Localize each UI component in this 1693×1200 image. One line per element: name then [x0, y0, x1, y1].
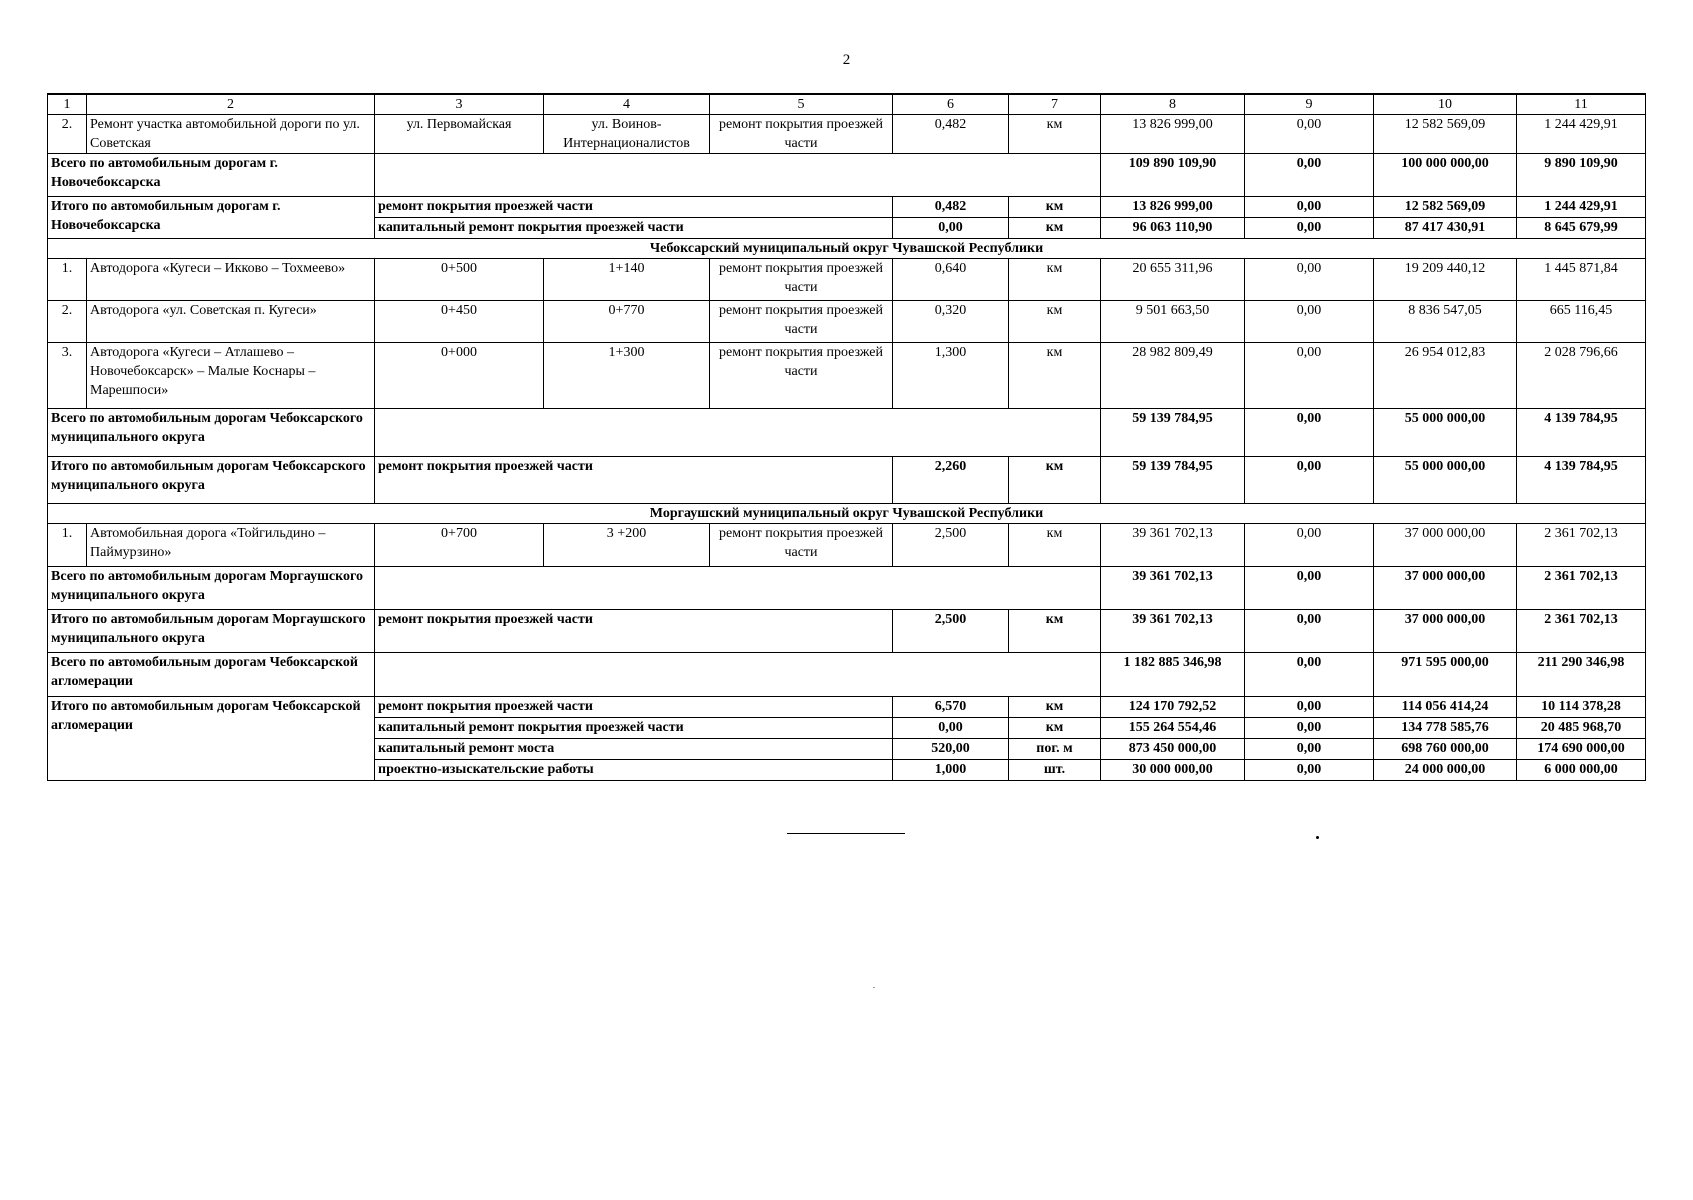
row-number: 1. — [48, 524, 87, 567]
col-header: 2 — [87, 94, 375, 115]
total-cost: 873 450 000,00 — [1101, 739, 1245, 760]
unit: км — [1009, 259, 1101, 301]
col10-value: 87 417 430,91 — [1374, 218, 1517, 239]
col10-value: 100 000 000,00 — [1374, 154, 1517, 197]
col9-value: 0,00 — [1245, 457, 1374, 504]
col10-value: 37 000 000,00 — [1374, 610, 1517, 653]
length: 0,482 — [893, 197, 1009, 218]
length: 2,500 — [893, 524, 1009, 567]
work-type: ремонт покрытия проезжей части — [710, 524, 893, 567]
col11-value: 2 028 796,66 — [1517, 343, 1646, 409]
col10-value: 12 582 569,09 — [1374, 197, 1517, 218]
length: 0,00 — [893, 218, 1009, 239]
total-row — [48, 567, 1646, 610]
col9-value: 0,00 — [1245, 154, 1374, 197]
road-name: Автомобильная дорога «Тойгильдино – Паймурзино» — [87, 524, 375, 567]
itogo-label: Итого по автомобильным дорогам Чебоксарской агломерации — [48, 697, 375, 781]
col11-value: 6 000 000,00 — [1517, 760, 1646, 781]
itogo-label: Итого по автомобильным дорогам Чебоксарского муниципального округа — [48, 457, 375, 504]
col10-value: 8 836 547,05 — [1374, 301, 1517, 343]
col11-value: 9 890 109,90 — [1517, 154, 1646, 197]
end-point: 3 +200 — [544, 524, 710, 567]
work-type: ремонт покрытия проезжей части — [375, 610, 893, 653]
col11-value: 1 445 871,84 — [1517, 259, 1646, 301]
col9-value: 0,00 — [1245, 653, 1374, 697]
col10-value: 971 595 000,00 — [1374, 653, 1517, 697]
col11-value: 1 244 429,91 — [1517, 197, 1646, 218]
col-header: 11 — [1517, 94, 1646, 115]
total-label: Всего по автомобильным дорогам Чебоксарской агломерации — [48, 653, 375, 697]
end-point: 0+770 — [544, 301, 710, 343]
col11-value: 2 361 702,13 — [1517, 610, 1646, 653]
start-point: 0+500 — [375, 259, 544, 301]
unit: км — [1009, 610, 1101, 653]
col10-value: 24 000 000,00 — [1374, 760, 1517, 781]
row-number: 2. — [48, 301, 87, 343]
row-number: 3. — [48, 343, 87, 409]
work-type: капитальный ремонт покрытия проезжей части — [375, 218, 893, 239]
road-name: Автодорога «Кугеси – Икково – Тохмеево» — [87, 259, 375, 301]
col-header: 3 — [375, 94, 544, 115]
table-row — [48, 524, 1646, 567]
road-repair-table — [47, 93, 1646, 781]
total-row — [48, 409, 1646, 457]
unit: км — [1009, 218, 1101, 239]
length: 1,300 — [893, 343, 1009, 409]
unit: км — [1009, 301, 1101, 343]
col9-value: 0,00 — [1245, 524, 1374, 567]
itogo-label: Итого по автомобильным дорогам Моргаушского муниципального округа — [48, 610, 375, 653]
col10-value: 12 582 569,09 — [1374, 115, 1517, 154]
length: 0,00 — [893, 718, 1009, 739]
row-number: 1. — [48, 259, 87, 301]
road-name: Автодорога «Кугеси – Атлашево – Новочебоксарск» – Малые Коснары – Марешпоси» — [87, 343, 375, 409]
col11-value: 4 139 784,95 — [1517, 409, 1646, 457]
total-cost: 96 063 110,90 — [1101, 218, 1245, 239]
total-row — [48, 653, 1646, 697]
total-cost: 39 361 702,13 — [1101, 610, 1245, 653]
total-cost: 1 182 885 346,98 — [1101, 653, 1245, 697]
work-type: ремонт покрытия проезжей части — [375, 697, 893, 718]
col11-value: 1 244 429,91 — [1517, 115, 1646, 154]
end-point: ул. Воинов-Интернационалистов — [544, 115, 710, 154]
start-point: 0+450 — [375, 301, 544, 343]
col10-value: 55 000 000,00 — [1374, 409, 1517, 457]
end-point: 1+300 — [544, 343, 710, 409]
col9-value: 0,00 — [1245, 567, 1374, 610]
total-cost: 109 890 109,90 — [1101, 154, 1245, 197]
total-label: Всего по автомобильным дорогам г. Новочебоксарска — [48, 154, 375, 197]
unit: км — [1009, 343, 1101, 409]
work-type: капитальный ремонт моста — [375, 739, 893, 760]
table-row — [48, 259, 1646, 301]
scan-speck — [1316, 836, 1319, 839]
start-point: ул. Первомайская — [375, 115, 544, 154]
total-cost: 30 000 000,00 — [1101, 760, 1245, 781]
unit: км — [1009, 524, 1101, 567]
total-row — [48, 154, 1646, 197]
col10-value: 698 760 000,00 — [1374, 739, 1517, 760]
unit: км — [1009, 197, 1101, 218]
itogo-label: Итого по автомобильным дорогам г. Новочебоксарска — [48, 197, 375, 239]
length: 1,000 — [893, 760, 1009, 781]
table-row — [48, 115, 1646, 154]
length: 2,500 — [893, 610, 1009, 653]
col9-value: 0,00 — [1245, 739, 1374, 760]
table-row — [48, 343, 1646, 409]
total-cost: 13 826 999,00 — [1101, 115, 1245, 154]
unit: км — [1009, 115, 1101, 154]
col11-value: 174 690 000,00 — [1517, 739, 1646, 760]
table-row — [48, 301, 1646, 343]
col9-value: 0,00 — [1245, 409, 1374, 457]
empty-cell — [375, 409, 1101, 457]
col-header: 7 — [1009, 94, 1101, 115]
total-cost: 39 361 702,13 — [1101, 524, 1245, 567]
total-cost: 39 361 702,13 — [1101, 567, 1245, 610]
end-of-document-line — [787, 833, 905, 834]
col11-value: 2 361 702,13 — [1517, 567, 1646, 610]
unit: пог. м — [1009, 739, 1101, 760]
total-cost: 9 501 663,50 — [1101, 301, 1245, 343]
length: 0,320 — [893, 301, 1009, 343]
work-type: ремонт покрытия проезжей части — [375, 457, 893, 504]
start-point: 0+000 — [375, 343, 544, 409]
col9-value: 0,00 — [1245, 259, 1374, 301]
col10-value: 37 000 000,00 — [1374, 524, 1517, 567]
work-type: проектно-изыскательские работы — [375, 760, 893, 781]
scan-speck — [873, 987, 875, 988]
col9-value: 0,00 — [1245, 197, 1374, 218]
length: 6,570 — [893, 697, 1009, 718]
col9-value: 0,00 — [1245, 718, 1374, 739]
col10-value: 134 778 585,76 — [1374, 718, 1517, 739]
col11-value: 665 116,45 — [1517, 301, 1646, 343]
road-name: Автодорога «ул. Советская п. Кугеси» — [87, 301, 375, 343]
col9-value: 0,00 — [1245, 610, 1374, 653]
work-type: ремонт покрытия проезжей части — [710, 259, 893, 301]
total-cost: 20 655 311,96 — [1101, 259, 1245, 301]
start-point: 0+700 — [375, 524, 544, 567]
total-cost: 59 139 784,95 — [1101, 409, 1245, 457]
col-header: 9 — [1245, 94, 1374, 115]
col-header: 8 — [1101, 94, 1245, 115]
total-label: Всего по автомобильным дорогам Моргаушского муниципального округа — [48, 567, 375, 610]
length: 520,00 — [893, 739, 1009, 760]
col9-value: 0,00 — [1245, 115, 1374, 154]
page-number: 2 — [842, 52, 851, 68]
work-type: ремонт покрытия проезжей части — [710, 301, 893, 343]
col10-value: 37 000 000,00 — [1374, 567, 1517, 610]
col10-value: 26 954 012,83 — [1374, 343, 1517, 409]
column-number-row — [48, 94, 1646, 115]
total-label: Всего по автомобильным дорогам Чебоксарского муниципального округа — [48, 409, 375, 457]
col-header: 6 — [893, 94, 1009, 115]
road-name: Ремонт участка автомобильной дороги по ул. Советская — [87, 115, 375, 154]
col9-value: 0,00 — [1245, 343, 1374, 409]
col10-value: 19 209 440,12 — [1374, 259, 1517, 301]
col11-value: 20 485 968,70 — [1517, 718, 1646, 739]
col-header: 10 — [1374, 94, 1517, 115]
empty-cell — [375, 653, 1101, 697]
col-header: 1 — [48, 94, 87, 115]
unit: км — [1009, 718, 1101, 739]
col11-value: 211 290 346,98 — [1517, 653, 1646, 697]
total-cost: 13 826 999,00 — [1101, 197, 1245, 218]
col11-value: 10 114 378,28 — [1517, 697, 1646, 718]
col9-value: 0,00 — [1245, 301, 1374, 343]
work-type: капитальный ремонт покрытия проезжей части — [375, 718, 893, 739]
length: 2,260 — [893, 457, 1009, 504]
total-cost: 59 139 784,95 — [1101, 457, 1245, 504]
itogo-row — [48, 197, 1646, 218]
itogo-row — [48, 697, 1646, 718]
itogo-row — [48, 457, 1646, 504]
total-cost: 124 170 792,52 — [1101, 697, 1245, 718]
length: 0,640 — [893, 259, 1009, 301]
section-header-row — [48, 504, 1646, 524]
col-header: 5 — [710, 94, 893, 115]
col9-value: 0,00 — [1245, 760, 1374, 781]
total-cost: 28 982 809,49 — [1101, 343, 1245, 409]
work-type: ремонт покрытия проезжей части — [375, 197, 893, 218]
col11-value: 4 139 784,95 — [1517, 457, 1646, 504]
empty-cell — [375, 154, 1101, 197]
col9-value: 0,00 — [1245, 697, 1374, 718]
empty-cell — [375, 567, 1101, 610]
itogo-row — [48, 610, 1646, 653]
length: 0,482 — [893, 115, 1009, 154]
col11-value: 8 645 679,99 — [1517, 218, 1646, 239]
unit: км — [1009, 457, 1101, 504]
col-header: 4 — [544, 94, 710, 115]
col9-value: 0,00 — [1245, 218, 1374, 239]
section-title: Моргаушский муниципальный округ Чувашской Республики — [48, 504, 1646, 524]
section-title: Чебоксарский муниципальный округ Чувашской Республики — [48, 239, 1646, 259]
total-cost: 155 264 554,46 — [1101, 718, 1245, 739]
section-header-row — [48, 239, 1646, 259]
work-type: ремонт покрытия проезжей части — [710, 115, 893, 154]
work-type: ремонт покрытия проезжей части — [710, 343, 893, 409]
end-point: 1+140 — [544, 259, 710, 301]
col10-value: 114 056 414,24 — [1374, 697, 1517, 718]
unit: шт. — [1009, 760, 1101, 781]
col11-value: 2 361 702,13 — [1517, 524, 1646, 567]
row-number: 2. — [48, 115, 87, 154]
unit: км — [1009, 697, 1101, 718]
col10-value: 55 000 000,00 — [1374, 457, 1517, 504]
